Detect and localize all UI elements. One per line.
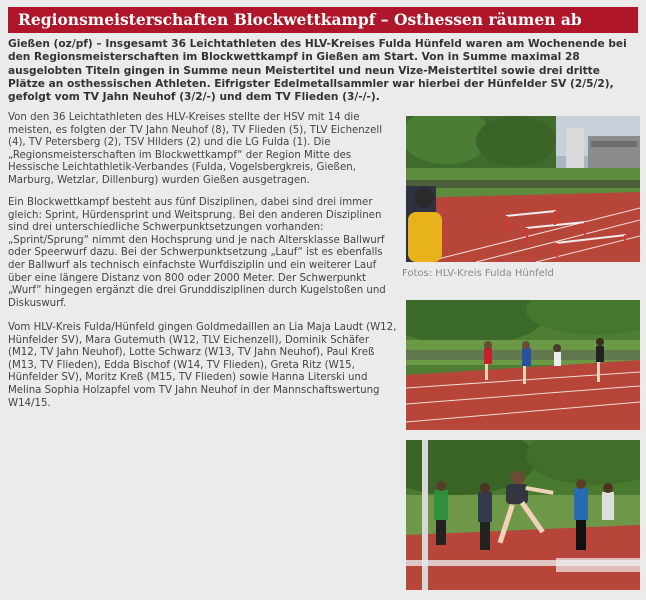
paragraph-1: Von den 36 Leichtathleten des HLV-Kreises stellte der HSV mit 14 die meisten, es folgten der TV Jahn Neuhof (8), TV Flieden (5), TLV Eichenzell (4), TV Petersberg (2), TSV Hilders (2) und die LG Fulda (1). Die „Regionsmeisterschaften im Blockwettkampf“ der Region Mitte des Hessische Leichtathletik-Verbandes (Fulda, Vogelsbergkreis, Gießen, Marburg, Wetzlar, Dillenburg) wurden Gießen ausgetragen. [8, 112, 383, 186]
article-title: Regionsmeisterschaften Blockwettkampf – Osthessen räumen ab [8, 7, 638, 33]
paragraph-2: Ein Blockwettkampf besteht aus fünf Disziplinen, dabei sind drei immer gleich: Sprint, Hürdensprint und Weitsprung. Bei den anderen Disziplinen sind drei unterschiedliche Schwerpunktsetzungen vorhanden: „Sprint/Sprung“ nimmt den Hochsprung und je nach Altersklasse Ballwurf oder Speerwurf dazu. Bei der Schwerpunktsetzung „Lauf“ ist es ebenfalls der Ballwurf als technisch einfachste Wurfdisziplin und ein weiterer Lauf über eine längere Distanz von 800 oder 2000 Meter. Der Schwerpunkt „Wurf“ hingegen ergänzt die drei Grunddisziplinen durch Kugelstoßen und Diskuswurf. [8, 197, 386, 309]
photo-hurdles [406, 116, 640, 262]
photo-sprint [406, 300, 640, 430]
photo-long-jump [406, 440, 640, 590]
photo-caption: Fotos: HLV-Kreis Fulda Hünfeld [402, 268, 554, 279]
paragraph-3: Vom HLV-Kreis Fulda/Hünfeld gingen Goldmedaillen an Lia Maja Laudt (W12, Hünfelder SV), Mara Gutemuth (W12, TLV Eichenzell), Dominik Schäfer (M12, TV Jahn Neuhof), Lotte Schwarz (W13, TV Jahn Neuhof), Paul Kreß (M13, TV Flieden), Edda Bischof (W14, TV Flieden), Greta Ritz (W15, Hünfelder SV), Moritz Kreß (M15, TV Flieden) sowie Hanna Literski und Melina Sophia Holzapfel vom TV Jahn Neuhof in der Mannschaftswertung W14/15. [8, 322, 397, 409]
article-lead: Gießen (oz/pf) – Insgesamt 36 Leichtathleten des HLV-Kreises Fulda Hünfeld waren am Wochenende bei den Regionsmeisterschaften im Blockwettkampf in Gießen am Start. Von in Summe maximal 28 ausgelobten Titeln gingen in Summe neun Meistertitel und neun Vize-Meistertitel sowie drei dritte Plätze an osthessischen Athleten. Eifrigster Edelmetallsammler war hierbei der Hünfelder SV (2/5/2), gefolgt vom TV Jahn Neuhof (3/2/-) und dem TV Flieden (3/-/-). [8, 38, 627, 104]
